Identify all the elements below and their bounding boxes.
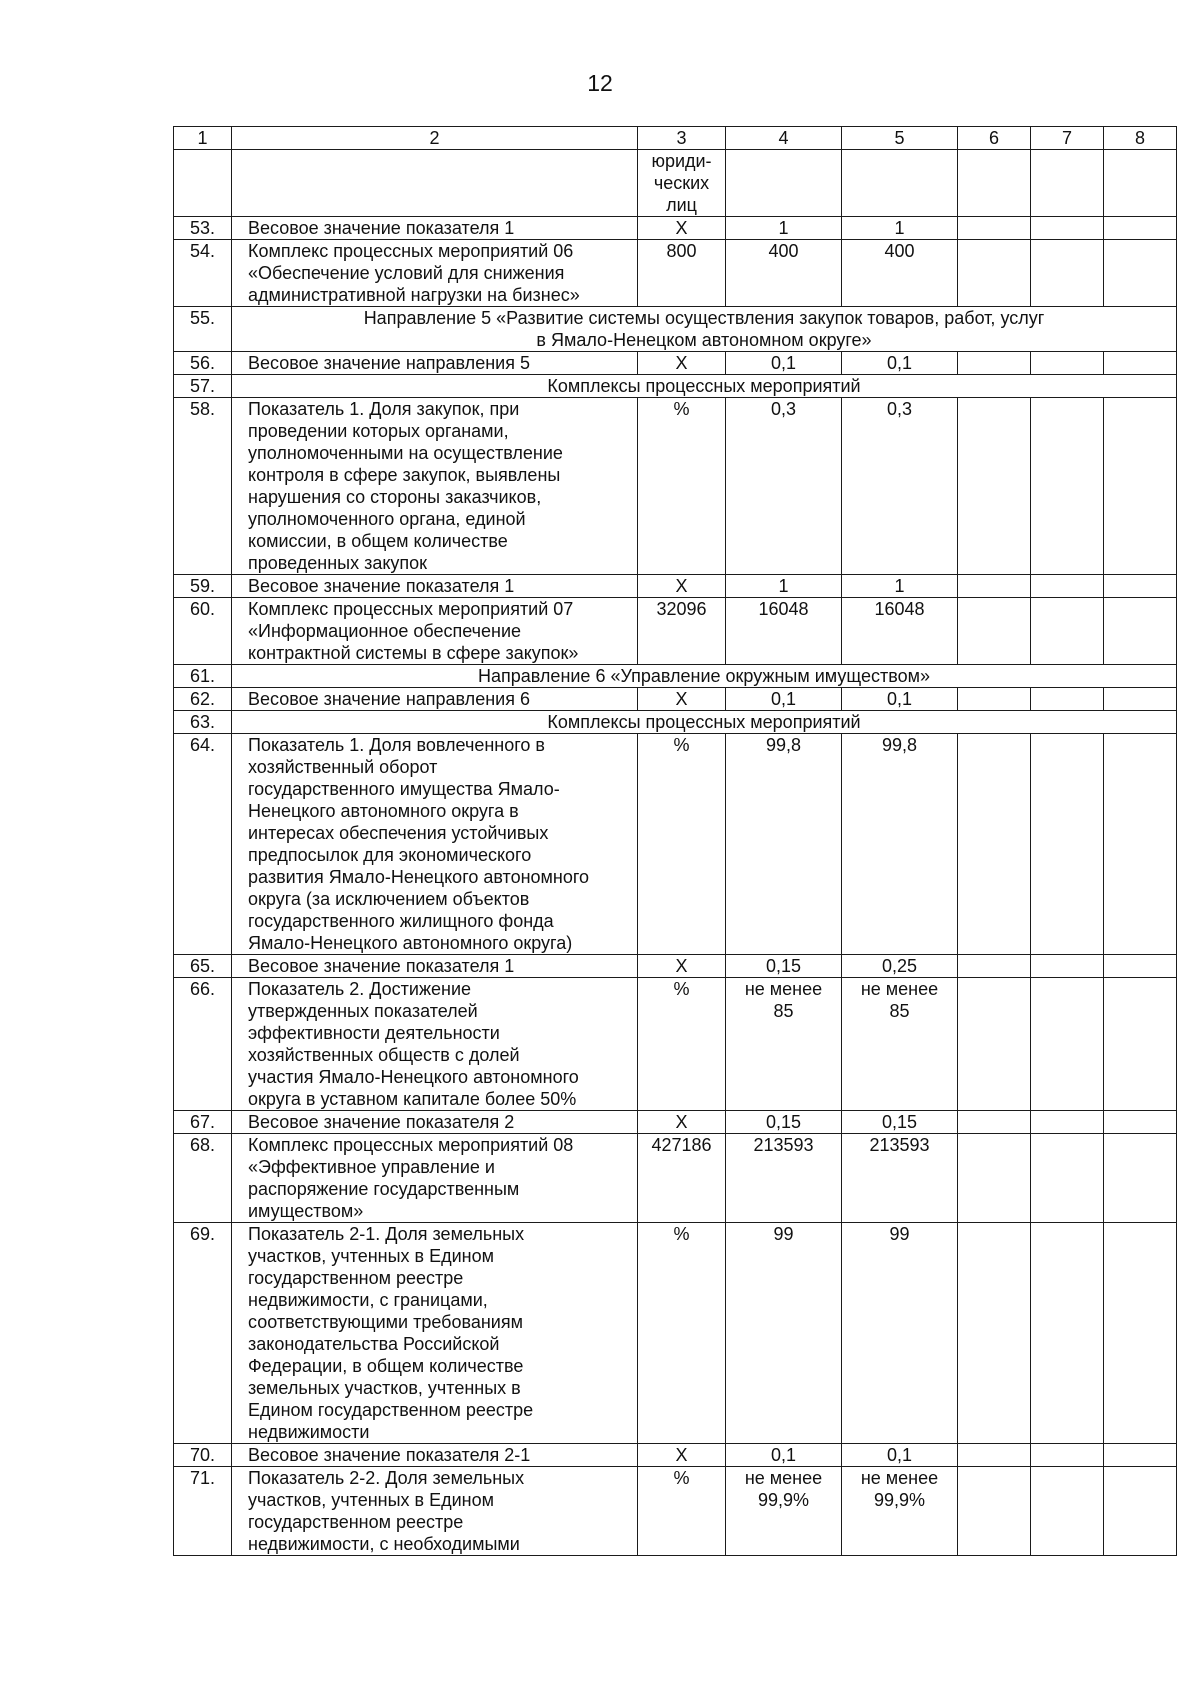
- column-number: 7: [1031, 127, 1104, 150]
- unit-cell: Х: [638, 1444, 726, 1467]
- section-title: Направление 6 «Управление окружным имуществом»: [232, 665, 1177, 688]
- value-cell: [1104, 240, 1177, 307]
- value-cell: [958, 352, 1031, 375]
- section-title: Комплексы процессных мероприятий: [232, 375, 1177, 398]
- value-cell: [1031, 955, 1104, 978]
- value-cell: [958, 217, 1031, 240]
- column-number: 3: [638, 127, 726, 150]
- table-row: [174, 598, 1177, 665]
- value-cell: [842, 150, 958, 217]
- value-cell: [1031, 734, 1104, 955]
- table-row: [174, 1134, 1177, 1223]
- indicator-name: Весовое значение показателя 1: [232, 575, 638, 598]
- unit-cell: %: [638, 398, 726, 575]
- column-number: 8: [1104, 127, 1177, 150]
- column-number-row: [174, 127, 1177, 150]
- table-row: [174, 1444, 1177, 1467]
- value-cell: [958, 1223, 1031, 1444]
- table-row: [174, 150, 1177, 217]
- value-cell: 99,8: [842, 734, 958, 955]
- indicators-table: [173, 126, 1177, 1556]
- value-cell: [958, 1467, 1031, 1556]
- value-cell: [958, 575, 1031, 598]
- indicator-name: Показатель 1. Доля закупок, при проведении которых органами, уполномоченными на осуществление контроля в сфере закупок, выявлены нарушения со стороны заказчиков, уполномоченного органа, единой комиссии, в общем количестве проведенных закупок: [232, 398, 638, 575]
- value-cell: [958, 398, 1031, 575]
- table-row: [174, 978, 1177, 1111]
- value-cell: [958, 978, 1031, 1111]
- indicator-name: Весовое значение показателя 1: [232, 955, 638, 978]
- value-cell: [958, 955, 1031, 978]
- value-cell: [1104, 955, 1177, 978]
- unit-cell: юриди- ческих лиц: [638, 150, 726, 217]
- column-number: 5: [842, 127, 958, 150]
- value-cell: 0,1: [842, 1444, 958, 1467]
- value-cell: [958, 1444, 1031, 1467]
- section-title: Комплексы процессных мероприятий: [232, 711, 1177, 734]
- row-number: 68.: [174, 1134, 232, 1223]
- value-cell: не менее 85: [842, 978, 958, 1111]
- column-number: 4: [726, 127, 842, 150]
- value-cell: 0,3: [842, 398, 958, 575]
- unit-cell: Х: [638, 575, 726, 598]
- value-cell: 1: [842, 217, 958, 240]
- value-cell: не менее 99,9%: [842, 1467, 958, 1556]
- unit-cell: Х: [638, 955, 726, 978]
- value-cell: [1104, 1467, 1177, 1556]
- row-number: 64.: [174, 734, 232, 955]
- row-number: 56.: [174, 352, 232, 375]
- section-row: [174, 665, 1177, 688]
- indicator-name: Весовое значение показателя 2: [232, 1111, 638, 1134]
- value-cell: 213593: [726, 1134, 842, 1223]
- table-body: [174, 127, 1177, 1556]
- table-row: [174, 1111, 1177, 1134]
- value-cell: [1031, 1223, 1104, 1444]
- value-cell: [1104, 217, 1177, 240]
- row-number: 61.: [174, 665, 232, 688]
- value-cell: [1104, 688, 1177, 711]
- value-cell: 0,15: [726, 955, 842, 978]
- unit-cell: Х: [638, 217, 726, 240]
- value-cell: 0,15: [842, 1111, 958, 1134]
- unit-cell: 800: [638, 240, 726, 307]
- value-cell: [1031, 150, 1104, 217]
- table-row: [174, 217, 1177, 240]
- value-cell: [1031, 1134, 1104, 1223]
- unit-cell: 32096: [638, 598, 726, 665]
- value-cell: [1104, 352, 1177, 375]
- row-number: 62.: [174, 688, 232, 711]
- value-cell: 1: [726, 217, 842, 240]
- indicator-name: Весовое значение показателя 1: [232, 217, 638, 240]
- row-number: 53.: [174, 217, 232, 240]
- table-row: [174, 1223, 1177, 1444]
- column-number: 2: [232, 127, 638, 150]
- value-cell: [1031, 352, 1104, 375]
- value-cell: [1031, 217, 1104, 240]
- value-cell: 0,25: [842, 955, 958, 978]
- value-cell: [958, 240, 1031, 307]
- value-cell: [958, 734, 1031, 955]
- value-cell: [958, 598, 1031, 665]
- unit-cell: Х: [638, 1111, 726, 1134]
- value-cell: [1104, 398, 1177, 575]
- unit-cell: %: [638, 734, 726, 955]
- unit-cell: Х: [638, 688, 726, 711]
- value-cell: [1031, 398, 1104, 575]
- table-row: [174, 1467, 1177, 1556]
- row-number: 55.: [174, 307, 232, 352]
- value-cell: [1104, 150, 1177, 217]
- row-number: 67.: [174, 1111, 232, 1134]
- value-cell: 213593: [842, 1134, 958, 1223]
- unit-cell: Х: [638, 352, 726, 375]
- table-row: [174, 688, 1177, 711]
- row-number: 57.: [174, 375, 232, 398]
- value-cell: [1031, 240, 1104, 307]
- value-cell: [726, 150, 842, 217]
- indicator-name: Показатель 2-2. Доля земельных участков, учтенных в Едином государственном реестре недвижимости, с необходимыми: [232, 1467, 638, 1556]
- table-row: [174, 734, 1177, 955]
- row-number: 59.: [174, 575, 232, 598]
- value-cell: 1: [726, 575, 842, 598]
- value-cell: 400: [726, 240, 842, 307]
- table-row: [174, 240, 1177, 307]
- row-number: 63.: [174, 711, 232, 734]
- value-cell: [1104, 1444, 1177, 1467]
- value-cell: [1104, 575, 1177, 598]
- value-cell: 0,1: [842, 352, 958, 375]
- page-number: 12: [587, 70, 613, 96]
- value-cell: 0,1: [726, 1444, 842, 1467]
- value-cell: 16048: [726, 598, 842, 665]
- table-row: [174, 398, 1177, 575]
- value-cell: 99,8: [726, 734, 842, 955]
- value-cell: [958, 688, 1031, 711]
- value-cell: 0,1: [726, 688, 842, 711]
- row-number: 70.: [174, 1444, 232, 1467]
- section-row: [174, 307, 1177, 352]
- value-cell: [958, 1134, 1031, 1223]
- section-row: [174, 375, 1177, 398]
- value-cell: не менее 85: [726, 978, 842, 1111]
- row-number: 69.: [174, 1223, 232, 1444]
- value-cell: 0,1: [726, 352, 842, 375]
- row-number: 58.: [174, 398, 232, 575]
- column-number: 1: [174, 127, 232, 150]
- indicator-name: Комплекс процессных мероприятий 07 «Информационное обеспечение контрактной системы в сфере закупок»: [232, 598, 638, 665]
- value-cell: 0,1: [842, 688, 958, 711]
- indicator-name: Весовое значение показателя 2-1: [232, 1444, 638, 1467]
- value-cell: 400: [842, 240, 958, 307]
- value-cell: 99: [842, 1223, 958, 1444]
- indicator-name: Весовое значение направления 6: [232, 688, 638, 711]
- row-number: 65.: [174, 955, 232, 978]
- value-cell: [1104, 734, 1177, 955]
- value-cell: [958, 1111, 1031, 1134]
- indicator-name: Показатель 2-1. Доля земельных участков, учтенных в Едином государственном реестре недвижимости, с границами, соответствующими требованиям законодательства Российской Федерации, в общем количестве земельных участков, учтенных в Едином государственном реестре недвижимости: [232, 1223, 638, 1444]
- value-cell: [958, 150, 1031, 217]
- table-row: [174, 352, 1177, 375]
- indicator-name: Комплекс процессных мероприятий 06 «Обеспечение условий для снижения административной нагрузки на бизнес»: [232, 240, 638, 307]
- value-cell: [1031, 598, 1104, 665]
- row-number: 71.: [174, 1467, 232, 1556]
- section-title: Направление 5 «Развитие системы осуществления закупок товаров, работ, услуг в Ямало-Ненецком автономном округе»: [232, 307, 1177, 352]
- value-cell: [1031, 978, 1104, 1111]
- column-number: 6: [958, 127, 1031, 150]
- row-number: 54.: [174, 240, 232, 307]
- value-cell: 0,15: [726, 1111, 842, 1134]
- row-number: 66.: [174, 978, 232, 1111]
- row-number: [174, 150, 232, 217]
- value-cell: [1104, 978, 1177, 1111]
- value-cell: [1104, 1111, 1177, 1134]
- value-cell: [1104, 1134, 1177, 1223]
- table-row: [174, 575, 1177, 598]
- table-row: [174, 955, 1177, 978]
- indicator-name: Весовое значение направления 5: [232, 352, 638, 375]
- value-cell: [1031, 1111, 1104, 1134]
- value-cell: [1031, 1444, 1104, 1467]
- section-row: [174, 711, 1177, 734]
- value-cell: [1104, 1223, 1177, 1444]
- unit-cell: %: [638, 978, 726, 1111]
- indicator-name: [232, 150, 638, 217]
- value-cell: 1: [842, 575, 958, 598]
- value-cell: 99: [726, 1223, 842, 1444]
- unit-cell: %: [638, 1223, 726, 1444]
- indicator-name: Комплекс процессных мероприятий 08 «Эффективное управление и распоряжение государственным имуществом»: [232, 1134, 638, 1223]
- unit-cell: 427186: [638, 1134, 726, 1223]
- unit-cell: %: [638, 1467, 726, 1556]
- value-cell: 16048: [842, 598, 958, 665]
- value-cell: [1031, 688, 1104, 711]
- value-cell: не менее 99,9%: [726, 1467, 842, 1556]
- indicator-name: Показатель 1. Доля вовлеченного в хозяйственный оборот государственного имущества Ямало- Ненецкого автономного округа в интересах обеспечения устойчивых предпосылок для экономического развития Ямало-Ненецкого автономного округа (за исключением объектов государственного жилищного фонда Ямало-Ненецкого автономного округа): [232, 734, 638, 955]
- value-cell: [1031, 1467, 1104, 1556]
- indicator-name: Показатель 2. Достижение утвержденных показателей эффективности деятельности хозяйственных обществ с долей участия Ямало-Ненецкого автономного округа в уставном капитале более 50%: [232, 978, 638, 1111]
- value-cell: [1104, 598, 1177, 665]
- value-cell: [1031, 575, 1104, 598]
- row-number: 60.: [174, 598, 232, 665]
- value-cell: 0,3: [726, 398, 842, 575]
